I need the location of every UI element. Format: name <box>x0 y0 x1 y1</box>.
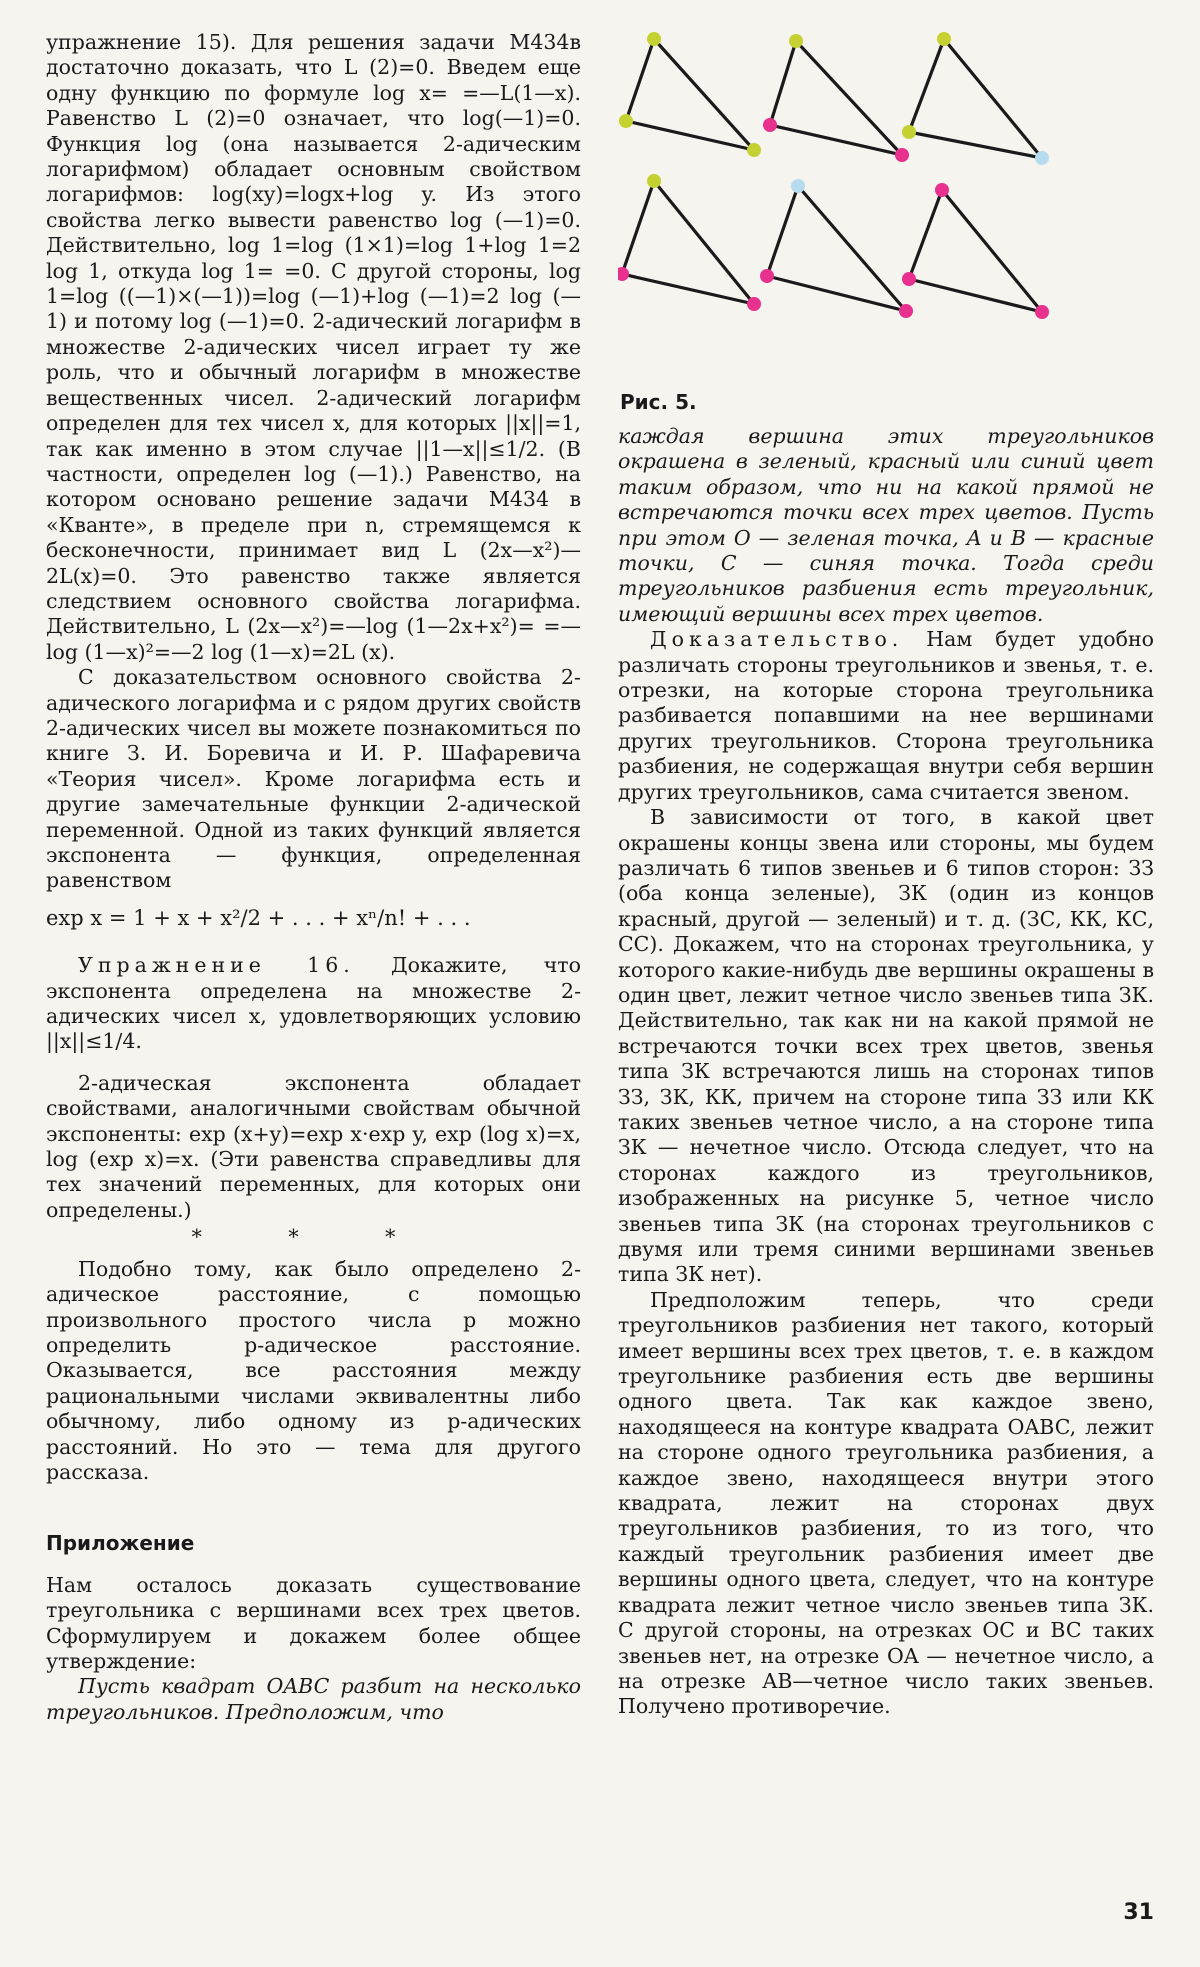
paragraph-contradiction: Предположим теперь, что среди треугольников разбиения нет такого, который имеет вершины всех трех цветов, т. е. в каждом треугольнике разбиения есть две вершины одного цвета. Так как каждое звено, находящееся на контуре квадрата OABC, лежит на стороне одного треугольника разбиения, а каждое звено, находящееся внутри этого квадрата, лежит на сторонах двух треугольников разбиения, то из того, что каждый треугольник разбиения имеет две вершины одного цвета, следует, что на контуре квадрата лежит четное число звеньев типа ЗК. С другой стороны, на отрезках OC и BC таких звеньев нет, на отрезке OA — нечетное число, а на отрезке AB—четное число таких звеньев. Получено противоречие. <box>618 1287 1154 1719</box>
triangle-6 <box>909 190 1042 312</box>
vertex-green <box>789 34 803 48</box>
triangle-3 <box>909 39 1042 158</box>
vertex-red <box>899 304 913 318</box>
exercise-16-text: Докажите, что экспонента определена на множестве 2-адических чисел x, удовлетворяющих условию ||x||≤1/4. <box>46 953 581 1054</box>
paragraph-appendix: Нам осталось доказать существование треугольника с вершинами всех трех цветов. Сформулируем и докажем более общее утверждение: <box>46 1572 581 1673</box>
appendix-title: Приложение <box>46 1531 195 1556</box>
vertex-red <box>935 183 949 197</box>
exp-formula: exp x = 1 + x + x²/2 + . . . + xⁿ/n! + . . . <box>46 905 471 930</box>
paragraph-p-adic: Подобно тому, как было определено 2-адическое расстояние, с помощью произвольного простого числа p можно определить p-адическое расстояние. Оказывается, все расстояния между рациональными числами эквивалентны либо обычному, либо одному из p-адических расстояний. Но это — тема для другого рассказа. <box>46 1256 581 1484</box>
vertex-red <box>763 118 777 132</box>
vertex-green <box>619 114 633 128</box>
vertex-red <box>747 297 761 311</box>
triangle-2 <box>770 41 902 155</box>
left-column <box>46 30 581 1725</box>
figure-5 <box>618 24 1158 414</box>
triangles-figure <box>618 24 1158 386</box>
vertex-red <box>895 148 909 162</box>
paragraph-2adic-log: упражнение 15). Для решения задачи М434в достаточно доказать, что L (2)=0. Введем еще одну функцию по формуле log x= =—L(1—x). Равенство L (2)=0 означает, что log(—1)=0. Функция log (она называется 2-адическим логарифмом) обладает основным свойством логарифмов: log(xy)=logx+log y. Из этого свойства легко вывести равенство log (—1)=0. Действительно, log 1=log (1×1)=log 1+log 1=2 log 1, откуда log 1= =0. С другой стороны, log 1=log ((—1)×(—1))=log (—1)+log (—1)=2 log (—1) и потому log (—1)=0. 2-адический логарифм в множестве 2-адических чисел играет ту же роль, что и обычный логарифм в множестве вещественных чисел. 2-адический логарифм определен для тех чисел x, для которых ||x||=1, так как именно в этом случае ||1—x||≤1/2. (В частности, определен log (—1).) Равенство, на котором основано решение задачи М434 в «Кванте», в пределе при n, стремящемся к бесконечности, принимает вид L (2x—x²)—2L(x)=0. Это равенство также является следствием основного свойства логарифма. Действительно, L (2x—x²)=—log (1—2x+x²)= =—log (1—x)²=—2 log (1—x)=2L (x). <box>46 30 581 664</box>
page-number: 31 <box>1123 1900 1154 1925</box>
vertex-green <box>647 174 661 188</box>
vertex-blue <box>1035 151 1049 165</box>
theorem-continuation: каждая вершина этих треугольников окрашена в зеленый, красный или синий цвет таким образом, что ни на какой прямой не встречаются точки всех трех цветов. Пусть при этом O — зеленая точка, A и B — красные точки, C — синяя точка. Тогда среди треугольников разбиения есть треугольник, имеющий вершины всех трех цветов. <box>618 424 1154 626</box>
triangle-4 <box>622 181 754 304</box>
vertex-blue <box>791 179 805 193</box>
triangle-5 <box>767 186 906 311</box>
vertex-green <box>902 125 916 139</box>
exercise-16-label: Упражнение 16. <box>78 953 355 978</box>
figure-caption: Рис. 5. <box>620 390 697 414</box>
paragraph-exp-properties: 2-адическая экспонента обладает свойствами, аналогичными свойствам обычной экспоненты: exp (x+y)=exp x·exp y, exp (log x)=x, log (exp x)=x. (Эти равенства справедливы для тех значений переменных, для которых они определены.) <box>46 1070 581 1222</box>
vertex-red <box>902 272 916 286</box>
exercise-16 <box>46 953 581 1055</box>
vertex-green <box>937 32 951 46</box>
paragraph-borevich: С доказательством основного свойства 2-адического логарифма и с рядом других свойств 2-адических чисел вы можете познакомиться по книге З. И. Боревича и И. Р. Шафаревича «Теория чисел». Кроме логарифма есть и другие замечательные функции 2-адической переменной. Одной из таких функций является экспонента — функция, определенная равенством <box>46 665 581 893</box>
theorem-start: Пусть квадрат OABC разбит на несколько треугольников. Предположим, что <box>46 1674 581 1724</box>
right-column <box>618 24 1154 1720</box>
proof-label: Доказательство. <box>650 627 904 652</box>
vertex-green <box>647 32 661 46</box>
paragraph-proof <box>618 627 1154 805</box>
vertex-green <box>747 143 761 157</box>
proof-text: Нам будет удобно различать стороны треугольников и звенья, т. е. отрезки, на которые сторона треугольника разбивается попавшими на нее вершинами других треугольников. Сторона треугольника разбиения, не содержащая внутри себя вершин других треугольников, сама считается звеном. <box>618 627 1154 804</box>
vertex-red <box>1035 305 1049 319</box>
triangle-1 <box>626 39 754 150</box>
paragraph-link-types: В зависимости от того, в какой цвет окрашены концы звена или стороны, мы будем различать 6 типов звеньев и 6 типов сторон: ЗЗ (оба конца зеленые), ЗК (один из концов красный, другой — зеленый) и т. д. (ЗС, КК, КС, СС). Докажем, что на сторонах треугольника, у которого какие-нибудь две вершины окрашены в один цвет, лежит четное число звеньев типа ЗК. Действительно, так как ни на какой прямой не встречаются точки всех трех цветов, звенья типа ЗК встречаются лишь на сторонах типов ЗЗ, ЗК, КК, причем на стороне типа ЗЗ или КК таких звеньев четное число, а на стороне типа ЗК — нечетное число. Отсюда следует, что на сторонах каждого из треугольников, изображенных на рисунке 5, четное число звеньев типа ЗК (на сторонах треугольников с двумя или тремя синими вершинами звеньев типа ЗК нет). <box>618 805 1154 1287</box>
section-separator: * * * <box>191 1225 436 1250</box>
vertex-red <box>760 269 774 283</box>
vertex-red <box>618 267 629 281</box>
